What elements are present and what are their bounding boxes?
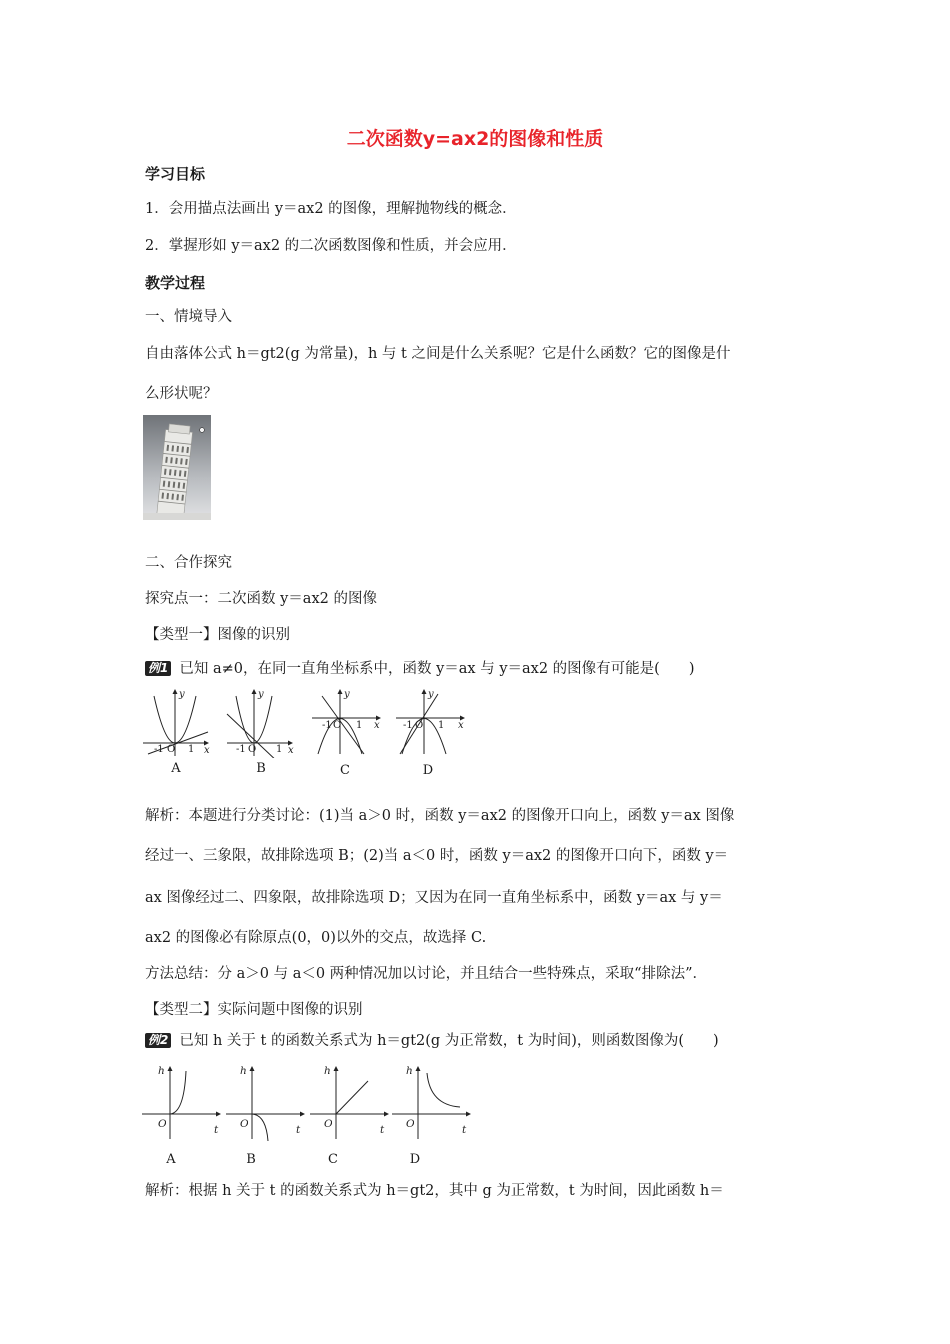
svg-text:y: y — [344, 689, 350, 700]
svg-text:O: O — [415, 720, 424, 731]
svg-text:x: x — [374, 720, 380, 731]
svg-text:x: x — [458, 720, 464, 731]
example2-graphs — [140, 1063, 475, 1143]
svg-text:-1: -1 — [236, 744, 246, 755]
svg-text:-1: -1 — [154, 744, 164, 755]
svg-text:O: O — [324, 1118, 333, 1130]
svg-text:O: O — [406, 1118, 415, 1130]
part2-heading: 二、合作探究 — [145, 555, 232, 571]
part1-text-line2: 么形状呢？ — [145, 386, 218, 402]
svg-text:h: h — [240, 1065, 247, 1077]
svg-text:t: t — [462, 1124, 467, 1136]
leaning-tower-photo — [143, 415, 211, 520]
goals-heading: 学习目标 — [145, 165, 206, 183]
svg-text:x: x — [288, 745, 294, 756]
part1-text-line1: 自由落体公式 h＝gt2(g 为常量)，h 与 t 之间是什么关系呢？它是什么函数？它的图像是什 — [145, 346, 731, 362]
example2-question: 已知 h 关于 t 的函数关系式为 h＝gt2(g 为正常数，t 为时间)，则函数图像为( ) — [179, 1033, 719, 1049]
example1-graphs — [140, 688, 475, 758]
svg-text:O: O — [240, 1118, 249, 1130]
svg-text:O: O — [158, 1118, 167, 1130]
method-summary: 方法总结：分 a＞0 与 a＜0 两种情况加以讨论，并且结合一些特殊点，采取“排除法”． — [145, 966, 707, 982]
svg-text:h: h — [158, 1065, 165, 1077]
example2-badge: 例2 — [145, 1033, 171, 1048]
svg-text:1: 1 — [356, 720, 363, 731]
svg-text:O: O — [333, 720, 342, 731]
svg-text:1: 1 — [188, 744, 195, 755]
graph-a — [143, 690, 208, 756]
svg-text:h: h — [406, 1065, 413, 1077]
example1-question: 已知 a≠0，在同一直角坐标系中，函数 y＝ax 与 y＝ax2 的图像有可能是( ) — [179, 661, 695, 677]
example2-option-c: C — [328, 1152, 338, 1167]
example1-option-d: D — [422, 763, 434, 778]
analysis1-line2: 经过一、三象限，故排除选项 B；(2)当 a＜0 时，函数 y＝ax2 的图像开口向下，函数 y＝ — [145, 848, 729, 864]
example1-line — [145, 659, 695, 679]
analysis1-line3: ax 图像经过二、四象限，故排除选项 D；又因为在同一直角坐标系中，函数 y＝ax 与 y＝ — [145, 890, 723, 906]
example2-option-a: A — [166, 1152, 176, 1167]
goal-item-1: 1．会用描点法画出 y＝ax2 的图像，理解抛物线的概念． — [145, 201, 517, 217]
analysis1-line1: 解析：本题进行分类讨论：(1)当 a＞0 时，函数 y＝ax2 的图像开口向上，函数 y＝ax 图像 — [145, 808, 735, 824]
svg-text:t: t — [380, 1124, 385, 1136]
svg-text:-1: -1 — [322, 720, 332, 731]
type1-heading: 【类型一】图像的识别 — [145, 627, 290, 643]
process-heading: 教学过程 — [145, 274, 206, 292]
svg-text:t: t — [296, 1124, 301, 1136]
example1-option-c: C — [340, 763, 350, 778]
goal-item-2: 2．掌握形如 y＝ax2 的二次函数图像和性质，并会应用． — [145, 238, 517, 254]
graph2-b — [226, 1067, 304, 1141]
svg-text:x: x — [204, 745, 210, 756]
svg-text:1: 1 — [438, 720, 445, 731]
example2-option-b: B — [246, 1152, 256, 1167]
svg-text:O: O — [167, 744, 176, 755]
svg-text:O: O — [248, 744, 257, 755]
graph2-c — [310, 1067, 388, 1139]
graph2-a — [142, 1067, 220, 1139]
analysis2-line1: 解析：根据 h 关于 t 的函数关系式为 h＝gt2，其中 g 为正常数，t 为时间，因此函数 h＝ — [145, 1183, 724, 1199]
graph2-d — [392, 1067, 470, 1139]
svg-text:h: h — [324, 1065, 331, 1077]
example1-option-b: B — [256, 761, 266, 776]
type2-heading: 【类型二】实际问题中图像的识别 — [145, 1002, 363, 1018]
example1-badge: 例1 — [145, 661, 171, 676]
example2-option-d: D — [409, 1152, 421, 1167]
analysis1-line4: ax2 的图像必有除原点(0，0)以外的交点，故选择 C. — [145, 930, 487, 946]
part1-heading: 一、情境导入 — [145, 309, 232, 325]
example1-option-a: A — [171, 761, 181, 776]
svg-text:1: 1 — [276, 744, 283, 755]
part2-point: 探究点一：二次函数 y＝ax2 的图像 — [145, 591, 377, 607]
svg-text:y: y — [428, 689, 434, 700]
svg-text:-1: -1 — [403, 720, 413, 731]
document-title: 二次函数y=ax2的图像和性质 — [346, 128, 604, 150]
svg-text:t: t — [214, 1124, 219, 1136]
svg-text:y: y — [258, 689, 264, 700]
svg-text:y: y — [179, 689, 185, 700]
example2-line — [145, 1031, 719, 1051]
